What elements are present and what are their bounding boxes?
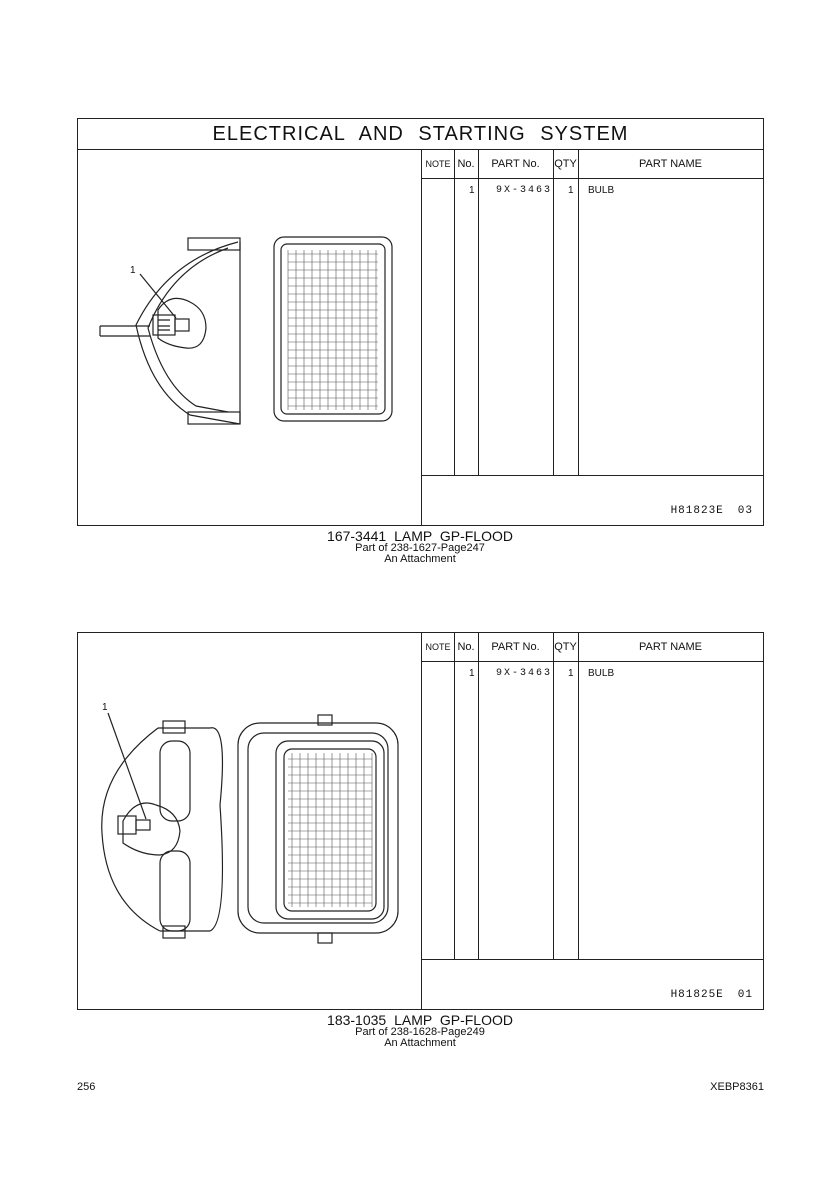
callout-label: 1: [130, 265, 136, 276]
row-part-name: BULB: [588, 185, 615, 196]
part-name-header: PART NAME: [639, 158, 702, 170]
row-qty: 1: [568, 668, 574, 679]
no-column: [454, 633, 479, 1009]
no-header: No.: [457, 641, 475, 653]
qty-header: QTY: [554, 641, 577, 653]
group-title: 167-3441 LAMP GP-FLOOD: [327, 528, 513, 544]
group-part-of: Part of 238-1627-Page247: [355, 542, 485, 554]
group-caption-2: [220, 1013, 620, 1049]
page-number: 256: [77, 1081, 96, 1093]
parts-group-1: [77, 118, 764, 526]
qty-header: QTY: [554, 158, 577, 170]
qty-column: [553, 633, 579, 1009]
group-attachment: An Attachment: [384, 1037, 456, 1049]
no-column: [454, 150, 479, 525]
note-header: NOTE: [425, 642, 451, 652]
parts-table-2: [421, 633, 763, 1009]
part-no-column: [478, 150, 554, 525]
lamp-illustration-1: [78, 150, 421, 525]
section-title: ELECTRICAL AND STARTING SYSTEM: [78, 119, 763, 150]
drawing-code-revision: 01: [737, 989, 753, 1001]
lamp-drawing-1: [78, 150, 421, 525]
callout-label: 1: [102, 702, 108, 713]
row-qty: 1: [568, 185, 574, 196]
part-no-header: PART No.: [491, 641, 540, 653]
group-attachment: An Attachment: [384, 553, 456, 565]
table-header: [422, 633, 763, 662]
drawing-code-row: [422, 959, 763, 1009]
group-part-of: Part of 238-1628-Page249: [355, 1026, 485, 1038]
lamp-illustration-2: [78, 633, 421, 1009]
drawing-code-revision: 03: [737, 505, 753, 517]
row-no: 1: [469, 668, 475, 679]
document-id: XEBP8361: [710, 1081, 764, 1093]
drawing-code: [671, 505, 753, 517]
note-column: [422, 633, 455, 1009]
drawing-code-number: H81823E: [670, 505, 724, 517]
parts-group-2: [77, 632, 764, 1010]
row-no: 1: [469, 185, 475, 196]
part-no-header: PART No.: [491, 158, 540, 170]
row-part-no: 9X-3463: [496, 668, 553, 679]
part-name-header: PART NAME: [639, 641, 702, 653]
parts-table-1: [421, 150, 763, 525]
row-part-name: BULB: [588, 668, 615, 679]
drawing-code-row: [422, 475, 763, 525]
drawing-code-number: H81825E: [670, 989, 724, 1001]
group-caption-1: [220, 529, 620, 565]
table-header: [422, 150, 763, 179]
qty-column: [553, 150, 579, 525]
lamp-drawing-2: [78, 633, 421, 1009]
row-part-no: 9X-3463: [496, 185, 553, 196]
part-no-column: [478, 633, 554, 1009]
drawing-code: [671, 989, 753, 1001]
note-header: NOTE: [425, 159, 451, 169]
group-title: 183-1035 LAMP GP-FLOOD: [327, 1012, 513, 1028]
note-column: [422, 150, 455, 525]
no-header: No.: [457, 158, 475, 170]
